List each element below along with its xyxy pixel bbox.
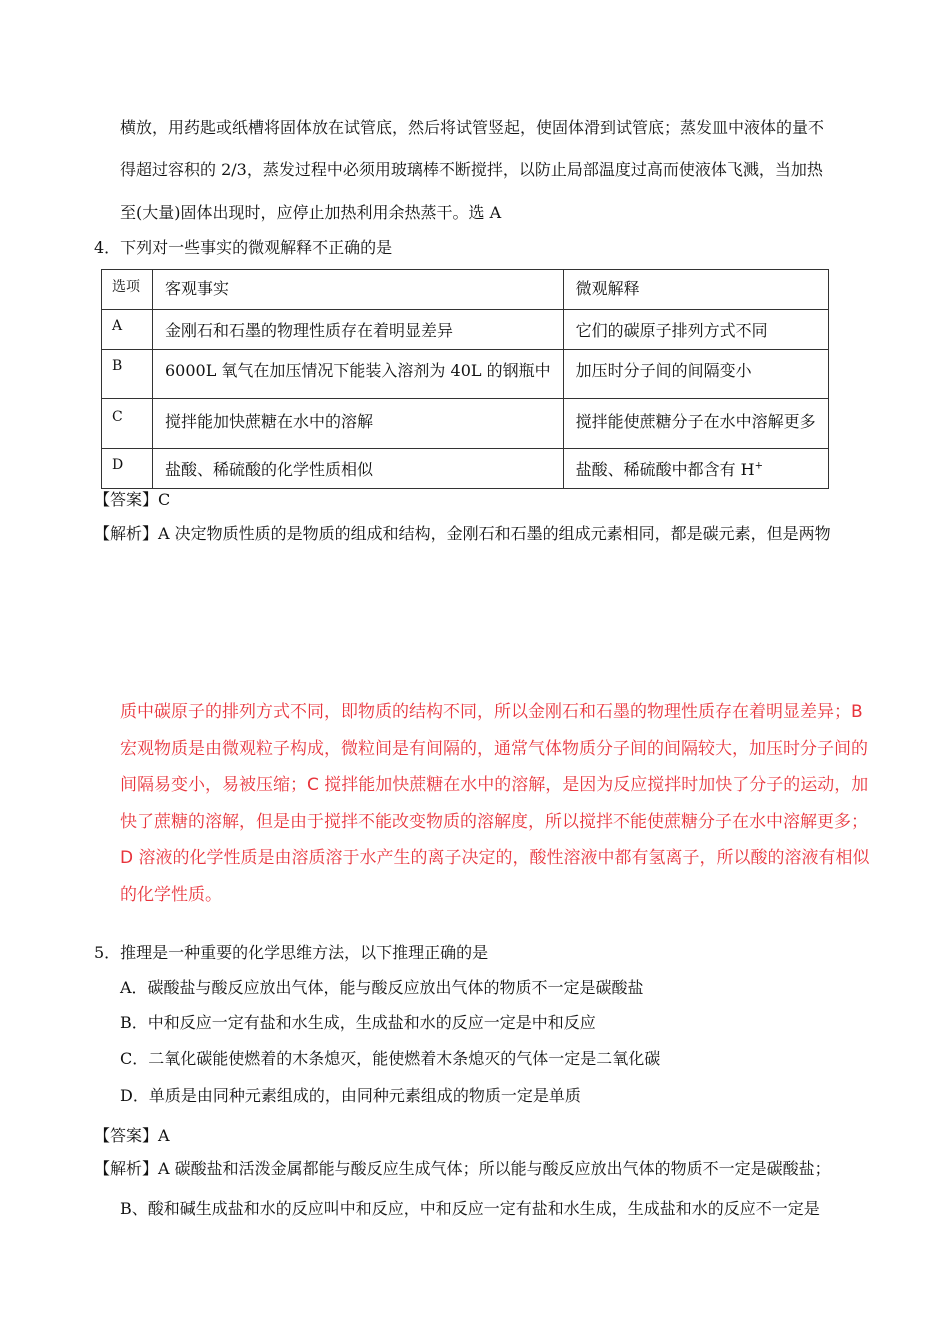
intro-line-1: 横放，用药匙或纸槽将固体放在试管底，然后将试管竖起，使固体滑到试管底；蒸发皿中液体的量不 [120,118,825,137]
row-explain: 加压时分子间的间隔变小 [563,350,828,399]
question-5-stem: 5．推理是一种重要的化学思维方法，以下推理正确的是 [94,943,489,962]
superscript-plus: + [754,460,764,472]
intro-line-2: 得超过容积的 2/3，蒸发过程中必须用玻璃棒不断搅拌，以防止局部温度过高而使液体飞溅，当加热 [120,160,823,179]
q5-option-a: A．碳酸盐与酸反应放出气体，能与酸反应放出气体的物质不一定是碳酸盐 [120,978,644,997]
row-explain-cell [563,449,828,489]
row-option: C [102,399,153,449]
q5-analysis-line-1: 【解析】A 碳酸盐和活泼金属都能与酸反应生成气体；所以能与酸反应放出气体的物质不一定是碳酸盐； [94,1159,831,1178]
row-explain: 盐酸、稀硫酸中都含有 H [575,460,755,479]
header-fact: 客观事实 [153,270,564,310]
row-option: D [102,449,153,489]
header-explain: 微观解释 [563,270,828,310]
q5-option-c: C．二氧化碳能使燃着的木条熄灭，能使燃着木条熄灭的气体一定是二氧化碳 [120,1049,661,1068]
row-explain: 搅拌能使蔗糖分子在水中溶解更多 [563,399,828,449]
q5-analysis-line-2: B、酸和碱生成盐和水的反应叫中和反应，中和反应一定有盐和水生成，生成盐和水的反应不一定是 [120,1199,820,1218]
row-option: A [102,310,153,350]
table-row [102,310,829,350]
row-fact: 6000L 氧气在加压情况下能装入溶剂为 40L 的钢瓶中 [153,350,564,399]
q5-answer: 【答案】A [94,1126,170,1145]
row-explain: 它们的碳原子排列方式不同 [563,310,828,350]
table-row [102,399,829,449]
intro-line-3: 至(大量)固体出现时，应停止加热利用余热蒸干。选 A [120,203,502,222]
header-option: 选项 [102,270,153,310]
table-row [102,350,829,399]
row-fact: 盐酸、稀硫酸的化学性质相似 [153,449,564,489]
row-option: B [102,350,153,399]
q4-table [101,269,829,489]
q4-answer: 【答案】C [94,490,171,509]
question-4-stem: 4．下列对一些事实的微观解释不正确的是 [94,238,393,257]
q5-option-d: D．单质是由同种元素组成的，由同种元素组成的物质一定是单质 [120,1086,581,1105]
table-header-row [102,270,829,310]
q4-analysis-continued: 质中碳原子的排列方式不同，即物质的结构不同，所以金刚石和石墨的物理性质存在着明显差异；B 宏观物质是由微观粒子构成，微粒间是有间隔的，通常气体物质分子间的间隔较大，加压时分子间的间隔易变小，易被压缩；C 搅拌能加快蔗糖在水中的溶解，是因为反应搅拌时加快了分子的运动，加快了蔗糖的溶解，但是由于搅拌不能改变物质的溶解度，所以搅拌不能使蔗糖分子在水中溶解更多；D 溶液的化学性质是由溶质溶于水产生的离子决定的，酸性溶液中都有氢离子，所以酸的溶液有相似的化学性质。 [120,702,870,905]
table-row [102,449,829,489]
q5-option-b: B．中和反应一定有盐和水生成，生成盐和水的反应一定是中和反应 [120,1013,596,1032]
row-fact: 搅拌能加快蔗糖在水中的溶解 [153,399,564,449]
q4-analysis: 【解析】A 决定物质性质的是物质的组成和结构，金刚石和石墨的组成元素相同，都是碳元素，但是两物 [94,524,831,543]
row-fact: 金刚石和石墨的物理性质存在着明显差异 [153,310,564,350]
